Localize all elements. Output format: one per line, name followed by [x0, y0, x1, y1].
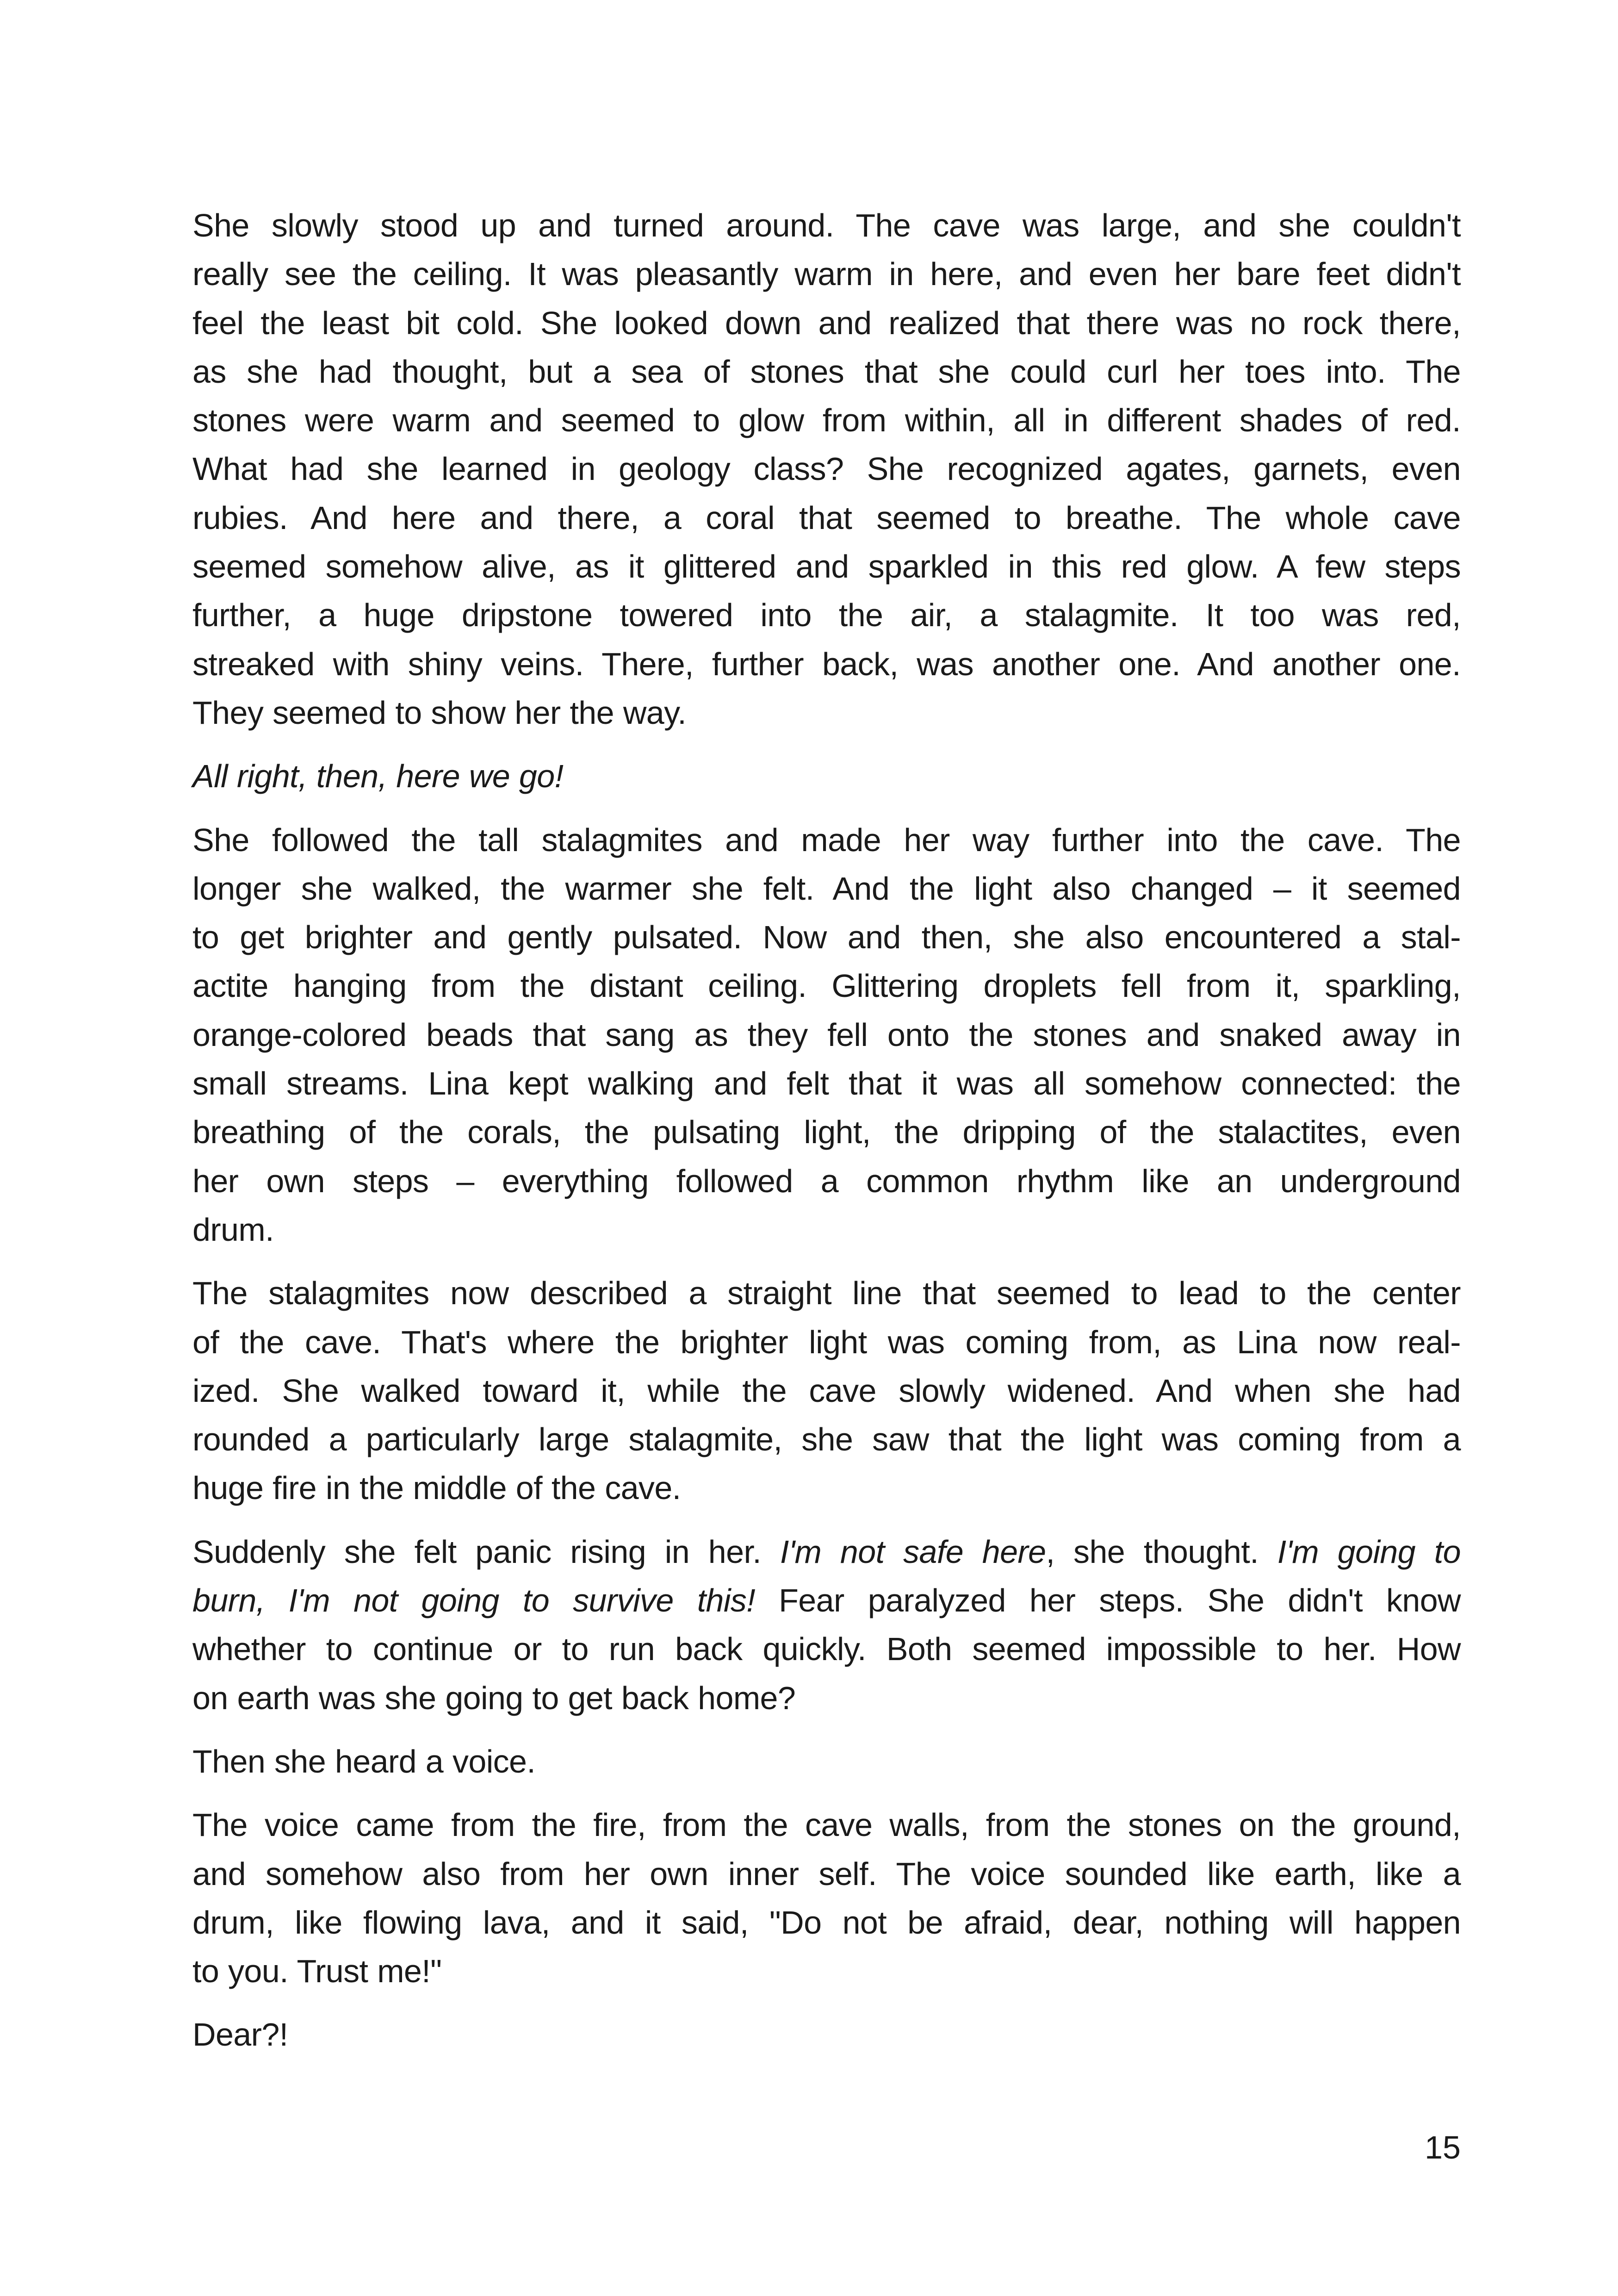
text-segment: rubies. And here and there, a coral that seemed to breathe. The whole cave	[192, 499, 1461, 536]
text-segment: rounded a particularly large stalagmite, she saw that the light was coming from a	[192, 1421, 1461, 1458]
text-segment: of the cave. That's where the brighter light was coming from, as Lina now real-	[192, 1324, 1461, 1360]
text-segment: Then she heard a voice.	[192, 1743, 536, 1780]
text-line	[192, 962, 1461, 1010]
text-segment: orange-colored beads that sang as they fell onto the stones and snaked away in	[192, 1016, 1461, 1053]
italic-text: I'm not safe here	[780, 1533, 1046, 1570]
text-segment: seemed somehow alive, as it glittered and sparkled in this red glow. A few steps	[192, 548, 1461, 585]
text-line	[192, 1801, 1461, 1849]
text-line	[192, 1206, 1461, 1254]
text-line	[192, 1947, 1461, 1996]
text-segment: and somehow also from her own inner self. The voice sounded like earth, like a	[192, 1855, 1461, 1892]
paragraph	[192, 1528, 1461, 1723]
text-line	[192, 542, 1461, 591]
text-segment: small streams. Lina kept walking and felt that it was all somehow connected: the	[192, 1065, 1461, 1102]
text-segment: really see the ceiling. It was pleasantly warm in here, and even her bare feet didn't	[192, 256, 1461, 292]
text-line	[192, 348, 1461, 396]
italic-text: burn, I'm not going to survive this!	[192, 1582, 756, 1619]
text-line	[192, 201, 1461, 250]
page-number: 15	[1425, 2129, 1461, 2165]
text-segment: on earth was she going to get back home?	[192, 1680, 796, 1716]
text-segment: as she had thought, but a sea of stones that she could curl her toes into. The	[192, 353, 1461, 390]
text-segment: She followed the tall stalagmites and made her way further into the cave. The	[192, 821, 1461, 858]
text-line	[192, 1576, 1461, 1625]
text-segment: Suddenly she felt panic rising in her.	[192, 1533, 780, 1570]
text-line	[192, 1157, 1461, 1206]
text-segment: The voice came from the fire, from the cave walls, from the stones on the ground,	[192, 1807, 1461, 1843]
text-segment: feel the least bit cold. She looked down and realized that there was no rock there,	[192, 305, 1461, 341]
text-line	[192, 865, 1461, 913]
text-segment: They seemed to show her the way.	[192, 694, 687, 731]
text-line	[192, 1059, 1461, 1108]
text-segment: actite hanging from the distant ceiling. Glittering droplets fell from it, sparkling,	[192, 968, 1461, 1004]
page-body	[192, 201, 1461, 2074]
text-segment: Fear paralyzed her steps. She didn't know	[755, 1582, 1461, 1619]
text-segment: The stalagmites now described a straight line that seemed to lead to the center	[192, 1275, 1461, 1312]
text-segment: Dear?!	[192, 2016, 288, 2053]
text-line	[192, 1108, 1461, 1157]
italic-text: All right, then, here we go!	[192, 758, 564, 795]
text-segment: She slowly stood up and turned around. The cave was large, and she couldn't	[192, 207, 1461, 243]
text-segment: further, a huge dripstone towered into the air, a stalagmite. It too was red,	[192, 597, 1461, 634]
text-line	[192, 816, 1461, 865]
text-segment: huge fire in the middle of the cave.	[192, 1470, 681, 1506]
text-segment: to you. Trust me!"	[192, 1953, 442, 1990]
text-segment: longer she walked, the warmer she felt. And the light also changed – it seemed	[192, 870, 1461, 907]
text-segment: breathing of the corals, the pulsating light, the dripping of the stalactites, even	[192, 1114, 1461, 1151]
paragraph	[192, 1801, 1461, 1996]
text-segment: whether to continue or to run back quickly. Both seemed impossible to her. How	[192, 1631, 1461, 1668]
text-line	[192, 1464, 1461, 1512]
text-segment: , she thought.	[1046, 1533, 1277, 1570]
text-segment: her own steps – everything followed a common rhythm like an underground	[192, 1163, 1461, 1199]
text-line	[192, 591, 1461, 640]
text-segment: drum.	[192, 1211, 274, 1248]
text-line	[192, 2010, 1461, 2059]
text-line	[192, 494, 1461, 542]
text-segment: drum, like flowing lava, and it said, "Do not be afraid, dear, nothing will happen	[192, 1904, 1461, 1941]
text-line	[192, 1528, 1461, 1576]
text-line	[192, 250, 1461, 299]
text-line	[192, 1625, 1461, 1674]
text-line	[192, 1898, 1461, 1947]
text-line	[192, 396, 1461, 445]
text-line	[192, 1011, 1461, 1059]
text-line	[192, 1269, 1461, 1318]
text-segment: stones were warm and seemed to glow from within, all in different shades of red.	[192, 402, 1461, 439]
text-line	[192, 445, 1461, 493]
paragraph	[192, 1269, 1461, 1512]
text-line	[192, 752, 1461, 801]
text-line	[192, 1367, 1461, 1415]
text-line	[192, 1415, 1461, 1464]
paragraph	[192, 201, 1461, 737]
text-line	[192, 1318, 1461, 1367]
italic-text: I'm going to	[1277, 1533, 1461, 1570]
text-segment: streaked with shiny veins. There, further back, was another one. And another one.	[192, 646, 1461, 682]
paragraph	[192, 2010, 1461, 2059]
text-segment: to get brighter and gently pulsated. Now and then, she also encountered a stal-	[192, 919, 1461, 956]
text-line	[192, 689, 1461, 737]
text-line	[192, 640, 1461, 689]
paragraph	[192, 1737, 1461, 1786]
text-line	[192, 299, 1461, 348]
text-line	[192, 1674, 1461, 1723]
paragraph	[192, 816, 1461, 1255]
text-segment: ized. She walked toward it, while the cave slowly widened. And when she had	[192, 1372, 1461, 1409]
text-segment: What had she learned in geology class? She recognized agates, garnets, even	[192, 451, 1461, 487]
text-line	[192, 1850, 1461, 1898]
text-line	[192, 1737, 1461, 1786]
text-line	[192, 913, 1461, 962]
paragraph	[192, 752, 1461, 801]
